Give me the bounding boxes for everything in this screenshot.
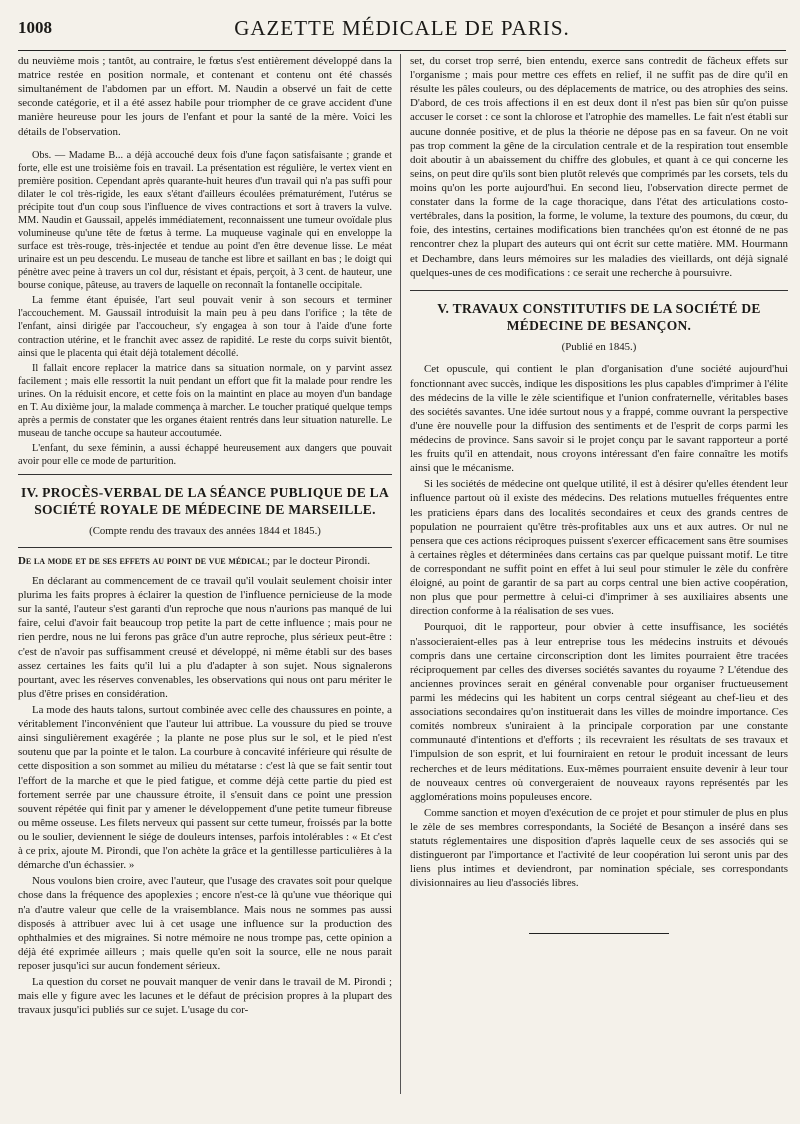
section-v-subtitle: (Publié en 1845.) [561, 340, 637, 353]
paragraph: En déclarant au commencement de ce travail qu'il voulait seulement choisir inter plurima les faits propres à éclairer la question de l'influence pernicieuse de la mode sur la santé, l'auteur s'est garanti d'un reproche que nous n'aurions pas manqué de lui faire, celui d'avoir fait beaucoup trop petite la part de cette influence ; mais pour ne rien perdre, nous ne lui ferons pas grâce d'un autre reproche, plus sérieux peut-être : c'est de n'avoir pas suffisamment creusé et développé, ni même établi sur des bases assez certaines les faits qu'il lui a plu d'adapter à son sujet. Nous signalerons pourtant, avec les réserves convenables, les observations qui nous ont paru mériter le plus d'être prises en considération. [18, 574, 392, 700]
paragraph: Nous voulons bien croire, avec l'auteur, que l'usage des cravates soit pour quelque chose dans la fréquence des apoplexies ; encore n'est-ce là qu'une vue théorique qui n'a d'autre valeur que celle de la vraisemblance. Mais nous ne sommes pas aussi disposés à attribuer avec lui à cet usage une influence sur la production des ophthalmies et des migraines. Si notre mémoire ne nous trompe pas, cette opinion a déjà été exprimée ailleurs ; mais quelle qu'en soit la source, elle ne nous parait reposer jusqu'ici sur aucun fondement sérieux. [18, 875, 392, 972]
observation-paragraph: La femme étant épuisée, l'art seul pouvait venir à son secours et terminer l'accouchement. M. Gaussail introduisit la main peu à peu dans l'orifice ; la tête de l'enfant, ainsi dirigée par l'accoucheur, s'y engagea à son tour à l'aide d'une forte contraction utérine, et le franchit avec assez de rapidité. Le reste du corps suivit bientôt, ainsi que le placenta qui était déjà totalement décollé. [18, 295, 392, 359]
section-iv-subtitle: (Compte rendu des travaux des années 1844 et 1845.) [89, 524, 321, 537]
paragraph: set, du corset trop serré, bien entendu, exerce sans contredit de fâcheux effets sur l'organisme ; mais pour mettre ces effets en relief, il ne suffit pas de dire qu'il en résulte les pâles couleurs, ou des déplacements de matrice, ou des atrophies des seins. D'abord, de ces trois affections il en est deux dont il n'est pas bien sûr qu'on puisse accuser le corset : ce sont la chlorose et l'atrophie des mamelles. Le fait n'est établi sur aucune donnée positive, et de plus la théorie ne dépose pas en sa faveur. On ne voit pas trop comment la gêne de la circulation centrale et de la respiration tout ensemble doit aboutir à un abaissement du chiffre des globules, et quant à ce qui concerne les seins, on peut dire qu'ils sont bien plutôt relevés que comprimés par les corsets, tels du moins qu'on les porte aujourd'hui. En second lieu, l'observation directe permet de constater dans la forme de la cage thoracique, dans l'état des articulations costo-vertébrales, dans la position, la forme, le volume, la texture des poumons, du cœur, du foie, des intestins, certaines modifications bien tranchées qu'on est étonné de ne pas rencontrer chez la plupart des auteurs qui ont écrit sur cette matière. MM. Hourmann et Dechambre, dans leurs mémoires sur les maladies des vieillards, ont déjà signalé quelques-unes de ces modifications : ce serait une recherche à poursuivre. [410, 55, 788, 279]
observation-paragraph: Obs. — Madame B... a déjà accouché deux fois d'une façon satisfaisante ; grande et forte, elle est une troisième fois en travail. La présentation est régulière, le vertex vient en première position. Cependant après quarante-huit heures d'un travail qui n'a pas suffi pour dilater le col très-rigide, les eaux s'étant d'ailleurs écoulées prématurément, l'utérus se précipite tout d'un coup sous l'influence de vives contractions et sort à travers la vulve. MM. Naudin et Gaussail, appelés immédiatement, reconnaissent une tumeur ovoïdale plus volumineuse qu'une tête de fœtus à terme. La muqueuse vaginale qui en enveloppe la surface est très-rouge, très-injectée et tendue au point d'en être devenue lisse. Le méat urinaire est un peu descendu. Le museau de tanche est libre et saillant en bas ; le doigt qui pénètre avec peine à travers un col dur, résistant et épais, perçoit, à 3 cent. de hauteur, une bourse conique, pâteuse, au travers de laquelle on reconnaît la fontanelle occipitale. [18, 149, 392, 292]
paper-title: De la mode et de ses effets au point de vue médical [18, 554, 267, 567]
page-header [18, 16, 786, 51]
section-divider [18, 474, 392, 475]
paper-author: ; par le docteur Pirondi. [266, 554, 371, 567]
paragraph: Si les sociétés de médecine ont quelque utilité, il est à désirer qu'elles étendent leur influence partout où il existe des médecins. Des relations mutuelles fréquentes entre les praticiens épars dans des localités secondaires et ceux des grands centres de population ne pourraient qu'être très-profitables aux uns et aux autres. Or nul ne pensera que ces actions réciproques puissent s'exercer efficacement sans être soumises à certaines règles et déterminées dans certains cas par quelque puissant motif. Le titre de correspondant ne suffit point en effet à lui seul pour stimuler le zèle du confrère éloigné, au point de garantir de sa part au corps central une bien active coopération, non plus que pour permettre à celui-ci d'imprimer à ses auxiliaires absents une direction conforme à la réalisation de ses vues. [410, 478, 788, 618]
right-column [410, 54, 788, 1114]
observation-paragraph: Il fallait encore replacer la matrice dans sa situation normale, on y parvint assez facilement ; mais elle ressortit la nuit pendant un effort que fit la malade pour rendre les urines. On la réduisit encore, et cette fois on la maintint en place au moyen d'un bandage en T. Au dixième jour, la malade commença à marcher. Le toucher pratiqué quelque temps après a permis de constater que les organes étaient rentrés dans leur situation naturelle. Le museau de tanche occupe sa hauteur accoutumée. [18, 362, 392, 439]
page-number: 1008 [18, 18, 52, 37]
column-divider [400, 54, 401, 1094]
observation-paragraph: L'enfant, du sexe féminin, a aussi échappé heureusement aux dangers que pouvait avoir pour elle ce mode de parturition. [18, 443, 392, 468]
journal-title: GAZETTE MÉDICALE DE PARIS. [234, 16, 570, 40]
section-v-title: V. TRAVAUX CONSTITUTIFS DE LA SOCIÉTÉ DE MÉDECINE DE BESANÇON. [437, 300, 761, 333]
paragraph: Cet opuscule, qui contient le plan d'organisation d'une société aujourd'hui fonctionnant avec succès, indique les dispositions les plus capables d'imprimer à l'élite des médecins de la ville le zèle scientifique et l'union confraternelle, véritables bases des sociétés savantes. Une idée surtout nous y a frappé, comme ouvrant la perspective d'une ère nouvelle pour la diffusion des sentiments et de l'esprit de corps parmi les médecins de province. Sans savoir si le projet conçu par le savant rapporteur a porté les fruits qu'il en attendait, nous croyons intéressant d'en faire connaître les motifs ainsi que le mécanisme. [410, 363, 788, 475]
section-divider [18, 547, 392, 548]
section-divider [410, 290, 788, 291]
paragraph: Comme sanction et moyen d'exécution de ce projet et pour stimuler de plus en plus le zèle de ses membres correspondants, la Société de Besançon a inséré dans ses statuts réglementaires une disposition d'après laquelle ceux de ses associés qui se distingueront par l'importance et l'activité de leur coopération lui seront unis par des liens plus intimes et deviendront, par nomination spéciale, ses correspondants divisionnaires au lieu d'associés libres. [410, 806, 788, 890]
left-column [18, 54, 392, 1114]
paper-heading [18, 554, 392, 568]
paragraph-intro: du neuvième mois ; tantôt, au contraire, le fœtus s'est entièrement développé dans la matrice restée en position normale, et contenant et contenu ont été chassés simultanément de l'abdomen par un effort. M. Naudin a observé un fait de cette seconde catégorie, et il a été assez habile pour triompher de ce grave accident d'une manière heureuse pour les jours de l'enfant et pour la santé de la mère. Voici les détails de l'observation. [18, 55, 392, 138]
paragraph: La mode des hauts talons, surtout combinée avec celle des chaussures en pointe, a véritablement l'inconvénient que l'auteur lui attribue. La voussure du pied se trouve ainsi singulièrement exagérée ; la plante ne pose plus sur le sol, et le pied n'est soutenu que par la pointe et le talon. La courbure à concavité inférieure qui résulte de cette disposition a son sommet au milieu du métatarse : c'est là que se fait sentir tout l'effort de la marche et que le pied fatigue, et comme déjà cette partie du pied est fortement serrée par une chaussure étroite, il s'ensuit dans ce point une pression souvent répétée qui finit par y amener le développement d'une petite tumeur fibreuse ou même osseuse. Les filets nerveux qui passent sur cette tumeur, froissés par la botte ou le soulier, deviennent le siége de douleurs intenses, parfois intolérables : « Et c'est à ce prix, ajoute M. Pirondi, que l'on achète la grâce et la gentillesse particulières à la démarche d'un échassier. » [18, 703, 392, 872]
paragraph: La question du corset ne pouvait manquer de venir dans le travail de M. Pirondi ; mais elle y figure avec les lacunes et le défaut de précision propres à la plupart des travaux jusqu'ici publiés sur ce sujet. L'usage du cor- [18, 976, 392, 1017]
paragraph: Pourquoi, dit le rapporteur, pour obvier à cette insuffisance, les sociétés n'associeraient-elles pas à leur entreprise tous les médecins instruits et dévoués compris dans une certaine circonscription dont les limites pourraient être tracées réciproquement par celles des diverses sociétés savantes du royaume ? L'étendue des anciennes provinces serait en général convenable pour organiser fructueusement parmi les médecins qui les habitent un corps central siégeant au chef-lieu et des associations secondaires qu'on instituerait dans les villes de moindre importance. Ces comités nombreux s'uniraient à la principale corporation par une constante communauté d'intentions et d'efforts ; ils recevraient les résultats de ses travaux et l'impulsion de son esprit, et lui fourniraient en retour le produit incessant de leurs recherches et de leurs méditations. Eux-mêmes pourraient ensuite devenir à leur tour de nouveaux centres où convergeraient de nouveaux rayons représentés par les agglomérations moins populeuses encore. [410, 621, 788, 803]
end-rule [529, 933, 669, 935]
section-iv-title: IV. PROCÈS-VERBAL DE LA SÉANCE PUBLIQUE DE LA SOCIÉTÉ ROYALE DE MÉDECINE DE MARSEILLE. [20, 485, 390, 518]
